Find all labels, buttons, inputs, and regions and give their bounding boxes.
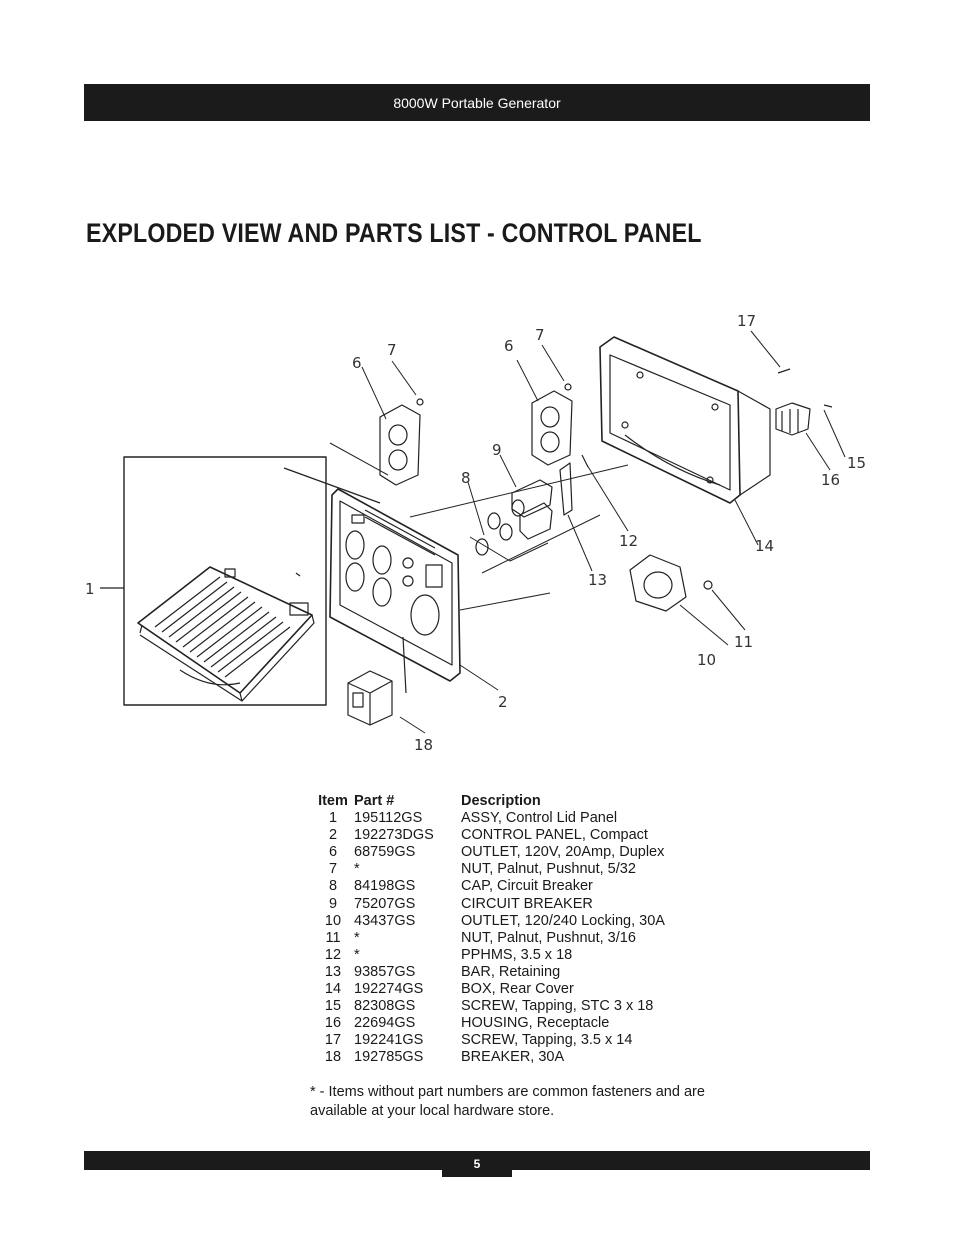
cell-part: 192785GS <box>354 1049 424 1066</box>
locking-outlet-part <box>630 555 686 611</box>
cell-description: NUT, Palnut, Pushnut, 3/16 <box>461 929 636 946</box>
cell-part: 192273DGS <box>354 827 434 844</box>
header-title: 8000W Portable Generator <box>393 94 561 111</box>
cell-item: 6 <box>328 844 338 861</box>
callout-1: 1 <box>85 580 95 598</box>
header-part: Part # <box>354 793 395 809</box>
cell-item: 9 <box>328 895 338 912</box>
nut-left-part <box>417 399 423 405</box>
cell-part: 195112GS <box>354 810 423 827</box>
cell-description: OUTLET, 120V, 20Amp, Duplex <box>461 844 665 861</box>
table-row <box>312 981 721 998</box>
cell-description: PPHMS, 3.5 x 18 <box>461 946 573 963</box>
cell-item: 8 <box>328 878 338 895</box>
receptacle-housing-part <box>776 403 810 435</box>
table-row <box>312 930 721 947</box>
cell-item: 10 <box>324 912 342 929</box>
cell-part: 75207GS <box>354 895 416 912</box>
parts-table-header <box>312 793 721 810</box>
page-title: EXPLODED VIEW AND PARTS LIST - CONTROL PANEL <box>86 218 702 248</box>
cell-item: 14 <box>324 981 342 998</box>
callout-6a: 6 <box>352 354 362 372</box>
table-row <box>312 810 721 827</box>
control-lid-panel-part <box>124 457 380 705</box>
page-number <box>442 1151 512 1177</box>
cell-part: * <box>354 861 360 878</box>
cell-item: 17 <box>324 1032 342 1049</box>
cell-item: 1 <box>328 810 338 827</box>
header-description: Description <box>461 793 541 809</box>
cell-description: BOX, Rear Cover <box>461 981 574 998</box>
circuit-breaker-part <box>512 480 552 539</box>
callout-7a: 7 <box>387 341 397 359</box>
retaining-bar-part <box>560 463 572 515</box>
cell-description: CAP, Circuit Breaker <box>461 878 593 895</box>
exploded-view-diagram <box>80 305 880 765</box>
rear-cover-box-part <box>600 337 770 503</box>
breaker-30a-part <box>348 637 406 725</box>
cell-part: * <box>354 946 360 963</box>
callout-10: 10 <box>697 651 717 669</box>
duplex-outlet-right-part <box>532 391 572 465</box>
callout-17: 17 <box>737 312 757 330</box>
table-row <box>312 998 721 1015</box>
table-row <box>312 878 721 895</box>
cell-item: 15 <box>324 998 342 1015</box>
cell-description: CONTROL PANEL, Compact <box>461 827 648 844</box>
cell-description: SCREW, Tapping, STC 3 x 18 <box>461 998 654 1015</box>
control-panel-part <box>330 489 460 681</box>
table-row <box>312 861 721 878</box>
callout-14: 14 <box>755 537 775 555</box>
callout-16: 16 <box>821 471 841 489</box>
nut-11-part <box>704 581 712 589</box>
cell-item: 12 <box>324 946 342 963</box>
cell-item: 13 <box>324 963 342 980</box>
parts-table <box>312 793 721 1067</box>
page-number-text: 5 <box>473 1157 481 1171</box>
table-row <box>312 1015 721 1032</box>
cell-part: 192241GS <box>354 1032 424 1049</box>
cell-item: 7 <box>328 861 338 878</box>
cell-part: 84198GS <box>354 878 416 895</box>
callout-15: 15 <box>847 454 867 472</box>
cell-part: 22694GS <box>354 1015 416 1032</box>
leader-lines <box>330 331 845 733</box>
cell-item: 18 <box>324 1049 342 1066</box>
header-item: Item <box>318 793 348 809</box>
cell-part: 192274GS <box>354 981 424 998</box>
cell-description: ASSY, Control Lid Panel <box>461 810 618 827</box>
header-bar <box>84 84 870 121</box>
callout-11: 11 <box>734 633 754 651</box>
table-row <box>312 827 721 844</box>
table-row <box>312 1032 721 1049</box>
callout-13: 13 <box>588 571 608 589</box>
cell-part: * <box>354 929 360 946</box>
callout-7b: 7 <box>535 326 545 344</box>
callout-8: 8 <box>461 469 471 487</box>
cell-part: 82308GS <box>354 998 416 1015</box>
parts-table-body <box>312 810 721 1066</box>
cell-item: 16 <box>324 1015 342 1032</box>
cell-item: 11 <box>325 929 341 946</box>
cell-part: 43437GS <box>354 912 416 929</box>
cell-description: OUTLET, 120/240 Locking, 30A <box>461 912 665 929</box>
cell-part: 68759GS <box>354 844 416 861</box>
table-row <box>312 896 721 913</box>
table-row <box>312 964 721 981</box>
duplex-outlet-left-part <box>380 405 420 485</box>
callout-6b: 6 <box>504 337 514 355</box>
table-row <box>312 1049 721 1066</box>
cell-item: 2 <box>328 827 338 844</box>
cell-part: 93857GS <box>354 963 416 980</box>
cell-description: CIRCUIT BREAKER <box>461 895 593 912</box>
screw-17-part <box>778 369 790 373</box>
cell-description: SCREW, Tapping, 3.5 x 14 <box>461 1032 633 1049</box>
table-row <box>312 844 721 861</box>
table-row <box>312 947 721 964</box>
cell-description: HOUSING, Receptacle <box>461 1015 610 1032</box>
parts-list <box>312 793 721 1067</box>
footnote: * - Items without part numbers are common fasteners and are available at your local hardware store. <box>310 1084 705 1119</box>
callout-2: 2 <box>498 693 508 711</box>
screw-15-part <box>824 405 832 407</box>
callout-9: 9 <box>492 441 502 459</box>
table-row <box>312 913 721 930</box>
callout-18: 18 <box>414 736 434 754</box>
cell-description: BREAKER, 30A <box>461 1049 565 1066</box>
cell-description: BAR, Retaining <box>461 963 561 980</box>
breaker-caps-part <box>476 500 524 555</box>
nut-right-part <box>565 384 571 390</box>
callout-12: 12 <box>619 532 639 550</box>
cell-description: NUT, Palnut, Pushnut, 5/32 <box>461 861 636 878</box>
